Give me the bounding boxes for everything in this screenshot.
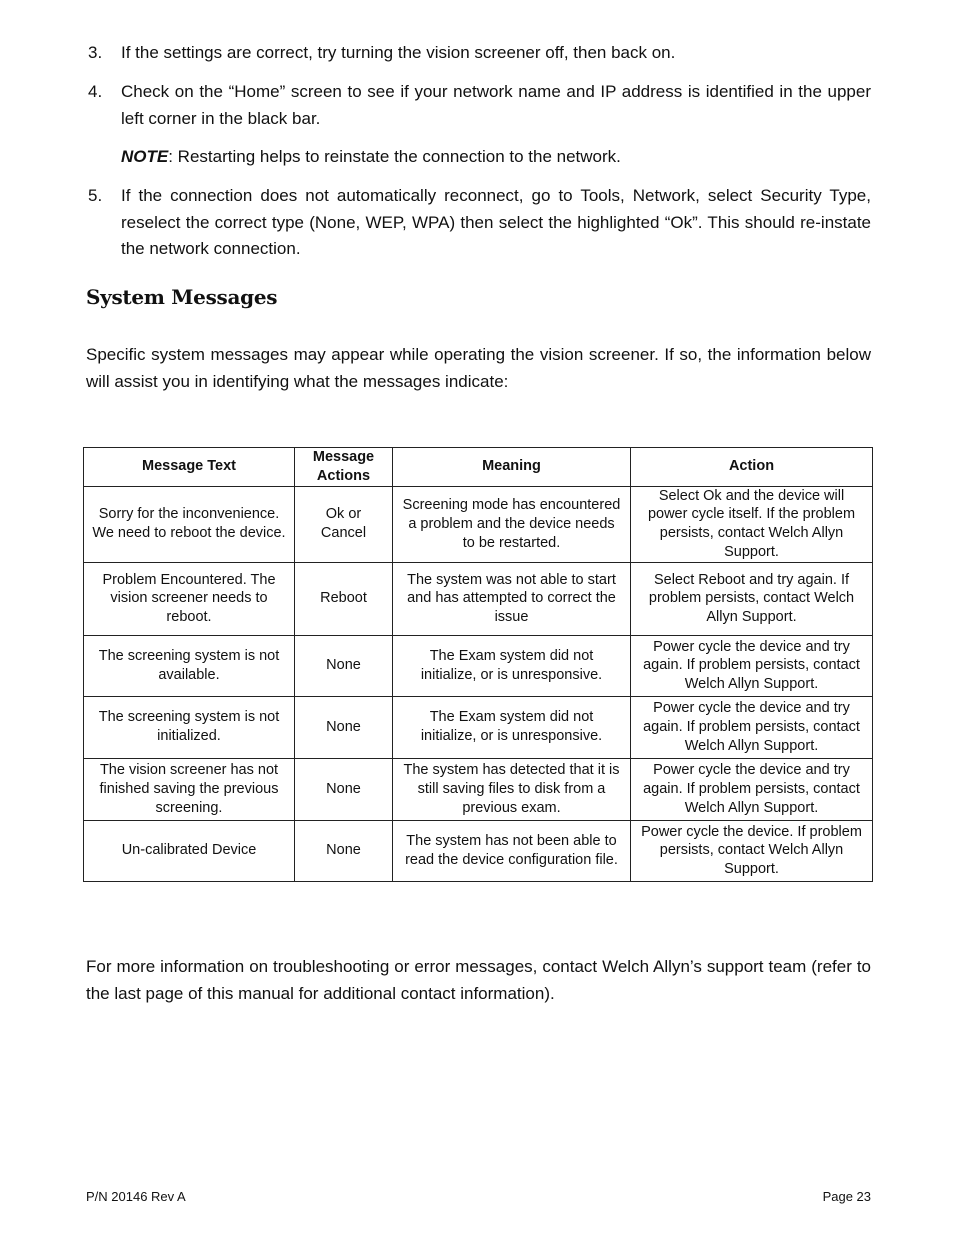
step-number: 4. — [88, 82, 103, 101]
cell-meaning: Screening mode has encountered a problem and the device needs to be restarted. — [393, 486, 631, 562]
cell-action: Power cycle the device and try again. If problem persists, contact Welch Allyn Support. — [631, 758, 873, 820]
part-number: P/N 20146 Rev A — [86, 1189, 186, 1204]
table-row — [84, 696, 873, 758]
cell-message-actions: Ok or Cancel — [295, 486, 393, 562]
note-text: : Restarting helps to reinstate the connection to the network. — [168, 147, 621, 166]
cell-meaning: The system has not been able to read the device configuration file. — [393, 820, 631, 881]
cell-meaning: The system was not able to start and has attempted to correct the issue — [393, 562, 631, 635]
cell-action: Power cycle the device and try again. If problem persists, contact Welch Allyn Support. — [631, 635, 873, 696]
header-action: Action — [631, 448, 873, 487]
intro-paragraph: Specific system messages may appear while operating the vision screener. If so, the information below will assist you in identifying what the messages indicate: — [86, 345, 871, 391]
note — [121, 144, 871, 170]
section-heading: System Messages — [86, 285, 278, 309]
cell-meaning: The Exam system did not initialize, or is unresponsive. — [393, 635, 631, 696]
cell-message-text: The screening system is not initialized. — [84, 696, 295, 758]
header-message-text: Message Text — [84, 448, 295, 487]
cell-message-text: The vision screener has not finished saving the previous screening. — [84, 758, 295, 820]
cell-message-text: Problem Encountered. The vision screener needs to reboot. — [84, 562, 295, 635]
page-number: Page 23 — [822, 1189, 871, 1204]
cell-action: Power cycle the device. If problem persists, contact Welch Allyn Support. — [631, 820, 873, 881]
cell-action: Select Reboot and try again. If problem persists, contact Welch Allyn Support. — [631, 562, 873, 635]
step-number: 5. — [88, 186, 103, 205]
system-messages-table — [83, 447, 873, 882]
cell-meaning: The Exam system did not initialize, or is unresponsive. — [393, 696, 631, 758]
cell-message-text: Sorry for the inconvenience. We need to reboot the device. — [84, 486, 295, 562]
cell-message-actions: None — [295, 820, 393, 881]
cell-message-actions: None — [295, 635, 393, 696]
table-row — [84, 820, 873, 881]
step-text: Check on the “Home” screen to see if your network name and IP address is identified in the upper left corner in the black bar. — [121, 82, 871, 128]
cell-action: Select Ok and the device will power cycle itself. If the problem persists, contact Welch Allyn Support. — [631, 486, 873, 562]
cell-message-actions: None — [295, 696, 393, 758]
cell-message-actions: Reboot — [295, 562, 393, 635]
cell-message-text: The screening system is not available. — [84, 635, 295, 696]
cell-message-text: Un-calibrated Device — [84, 820, 295, 881]
step-text: If the connection does not automatically reconnect, go to Tools, Network, select Security Type, reselect the correct type (None, WEP, WPA) then select the highlighted “Ok”. This should re-instate the network connection. — [121, 186, 871, 258]
header-message-actions: Message Actions — [295, 448, 393, 487]
cell-message-actions: None — [295, 758, 393, 820]
table-row — [84, 758, 873, 820]
table-header-row — [84, 448, 873, 487]
table-row — [84, 486, 873, 562]
cell-meaning: The system has detected that it is still saving files to disk from a previous exam. — [393, 758, 631, 820]
step-number: 3. — [88, 43, 103, 62]
table-row — [84, 635, 873, 696]
closing-paragraph: For more information on troubleshooting or error messages, contact Welch Allyn’s support team (refer to the last page of this manual for additional contact information). — [86, 957, 871, 1003]
header-meaning: Meaning — [393, 448, 631, 487]
note-label: NOTE — [121, 147, 169, 166]
step-text: If the settings are correct, try turning the vision screener off, then back on. — [121, 43, 676, 62]
table-row — [84, 562, 873, 635]
cell-action: Power cycle the device and try again. If problem persists, contact Welch Allyn Support. — [631, 696, 873, 758]
